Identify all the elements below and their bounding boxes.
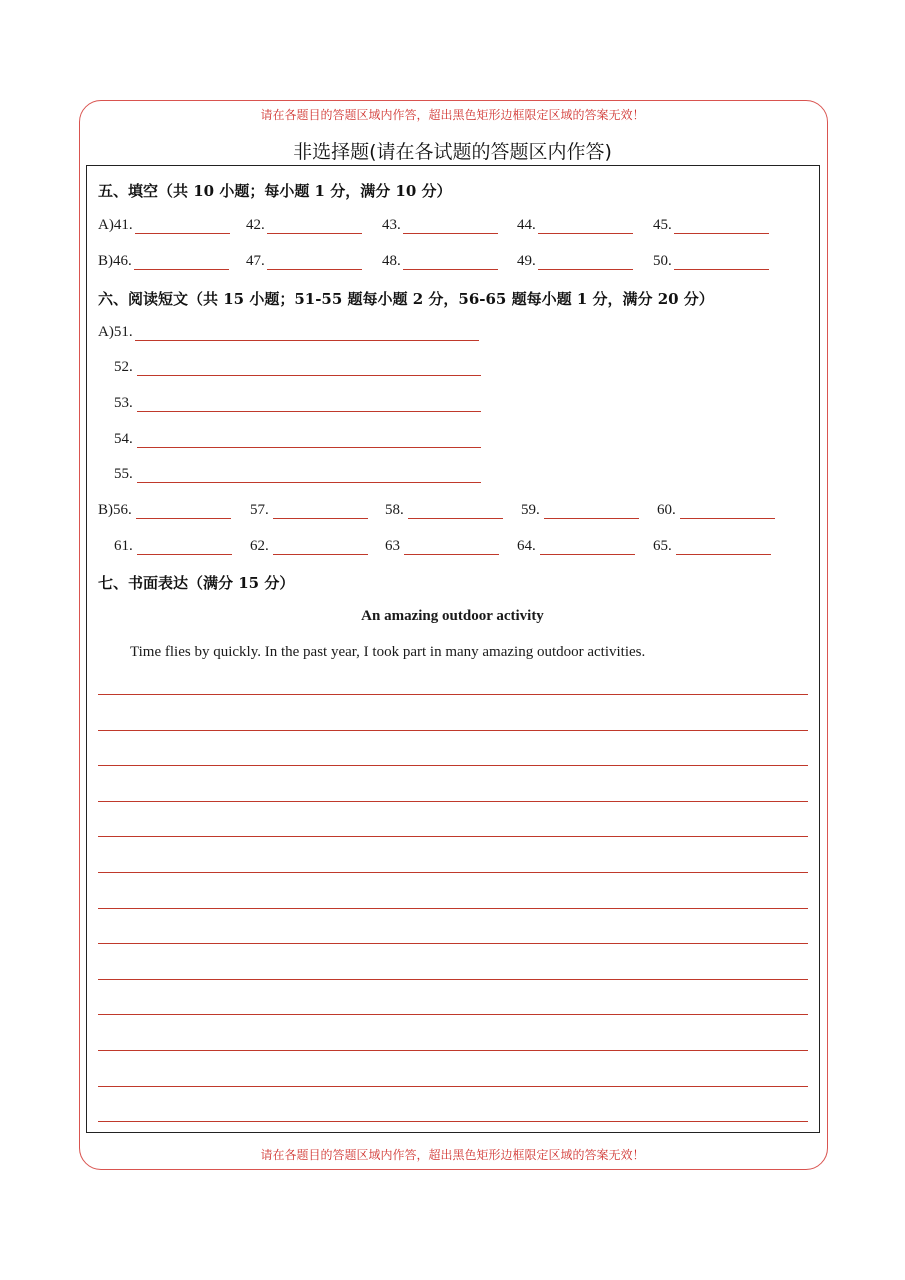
question-number: 52. [114, 359, 133, 375]
answer-59[interactable] [521, 502, 639, 519]
writing-line[interactable] [98, 1014, 808, 1015]
answer-43[interactable] [382, 217, 498, 234]
answer-49[interactable] [517, 253, 633, 270]
answer-65[interactable] [653, 538, 771, 555]
answer-blank[interactable] [674, 255, 769, 270]
question-number: 65. [653, 538, 672, 554]
answer-blank[interactable] [403, 219, 498, 234]
question-number: 50. [653, 253, 672, 269]
question-number: 62. [250, 538, 269, 554]
writing-line[interactable] [98, 801, 808, 802]
question-number: B)56. [98, 502, 132, 518]
answer-blank[interactable] [135, 326, 479, 341]
warning-bottom: 请在各题目的答题区域内作答，超出黑色矩形边框限定区域的答案无效！ [260, 1148, 645, 1162]
answer-blank[interactable] [403, 255, 498, 270]
answer-55[interactable] [114, 466, 481, 483]
question-number: B)46. [98, 253, 132, 269]
writing-line[interactable] [98, 765, 808, 766]
writing-line[interactable] [98, 1050, 808, 1051]
question-number: 43. [382, 217, 401, 233]
essay-title: An amazing outdoor activity [361, 608, 544, 624]
answer-blank[interactable] [137, 540, 232, 555]
answer-blank[interactable] [135, 219, 230, 234]
writing-line[interactable] [98, 836, 808, 837]
question-number: 63 [385, 538, 400, 554]
answer-blank[interactable] [544, 504, 639, 519]
answer-52[interactable] [114, 359, 481, 376]
answer-46[interactable] [98, 253, 229, 270]
question-number: 42. [246, 217, 265, 233]
question-number: 49. [517, 253, 536, 269]
answer-blank[interactable] [137, 397, 481, 412]
answer-blank[interactable] [404, 540, 499, 555]
question-number: 55. [114, 466, 133, 482]
answer-45[interactable] [653, 217, 769, 234]
answer-blank[interactable] [676, 540, 771, 555]
answer-blank[interactable] [408, 504, 503, 519]
essay-opening-sentence: Time flies by quickly. In the past year, I took part in many amazing outdoor activities. [130, 644, 646, 660]
answer-blank[interactable] [538, 255, 633, 270]
page-title: 非选择题(请在各试题的答题区内作答) [293, 141, 612, 163]
answer-54[interactable] [114, 431, 481, 448]
answer-41[interactable] [98, 217, 230, 234]
answer-63[interactable] [385, 538, 499, 555]
question-number: 54. [114, 431, 133, 447]
answer-blank[interactable] [538, 219, 633, 234]
question-number: A)41. [98, 217, 133, 233]
question-number: 59. [521, 502, 540, 518]
answer-blank[interactable] [267, 219, 362, 234]
question-number: 48. [382, 253, 401, 269]
answer-60[interactable] [657, 502, 775, 519]
section-5-heading: 五、填空（共 10 小题；每小题 1 分，满分 10 分） [98, 182, 452, 200]
question-number: 44. [517, 217, 536, 233]
answer-44[interactable] [517, 217, 633, 234]
answer-blank[interactable] [540, 540, 635, 555]
answer-blank[interactable] [137, 433, 481, 448]
question-number: A)51. [98, 324, 133, 340]
warning-top: 请在各题目的答题区域内作答，超出黑色矩形边框限定区域的答案无效！ [260, 108, 645, 122]
answer-blank[interactable] [680, 504, 775, 519]
answer-blank[interactable] [273, 504, 368, 519]
answer-47[interactable] [246, 253, 362, 270]
answer-blank[interactable] [137, 468, 481, 483]
question-number: 45. [653, 217, 672, 233]
answer-50[interactable] [653, 253, 769, 270]
writing-line[interactable] [98, 694, 808, 695]
writing-line[interactable] [98, 1121, 808, 1122]
writing-line[interactable] [98, 730, 808, 731]
question-number: 64. [517, 538, 536, 554]
writing-line[interactable] [98, 872, 808, 873]
answer-51[interactable] [98, 324, 479, 341]
answer-57[interactable] [250, 502, 368, 519]
section-6-heading: 六、阅读短文（共 15 小题；51-55 题每小题 2 分，56-65 题每小题 1 分，满分 20 分） [98, 290, 714, 308]
answer-blank[interactable] [134, 255, 229, 270]
writing-line[interactable] [98, 943, 808, 944]
answer-58[interactable] [385, 502, 503, 519]
answer-61[interactable] [114, 538, 232, 555]
section-7-heading: 七、书面表达（满分 15 分） [98, 574, 295, 592]
answer-blank[interactable] [136, 504, 231, 519]
writing-line[interactable] [98, 979, 808, 980]
question-number: 53. [114, 395, 133, 411]
answer-42[interactable] [246, 217, 362, 234]
answer-blank[interactable] [267, 255, 362, 270]
question-number: 60. [657, 502, 676, 518]
writing-line[interactable] [98, 1086, 808, 1087]
answer-56[interactable] [98, 502, 231, 519]
question-number: 58. [385, 502, 404, 518]
answer-blank[interactable] [273, 540, 368, 555]
answer-48[interactable] [382, 253, 498, 270]
answer-62[interactable] [250, 538, 368, 555]
question-number: 57. [250, 502, 269, 518]
answer-blank[interactable] [137, 361, 481, 376]
question-number: 47. [246, 253, 265, 269]
answer-blank[interactable] [674, 219, 769, 234]
writing-line[interactable] [98, 908, 808, 909]
answer-53[interactable] [114, 395, 481, 412]
question-number: 61. [114, 538, 133, 554]
answer-64[interactable] [517, 538, 635, 555]
